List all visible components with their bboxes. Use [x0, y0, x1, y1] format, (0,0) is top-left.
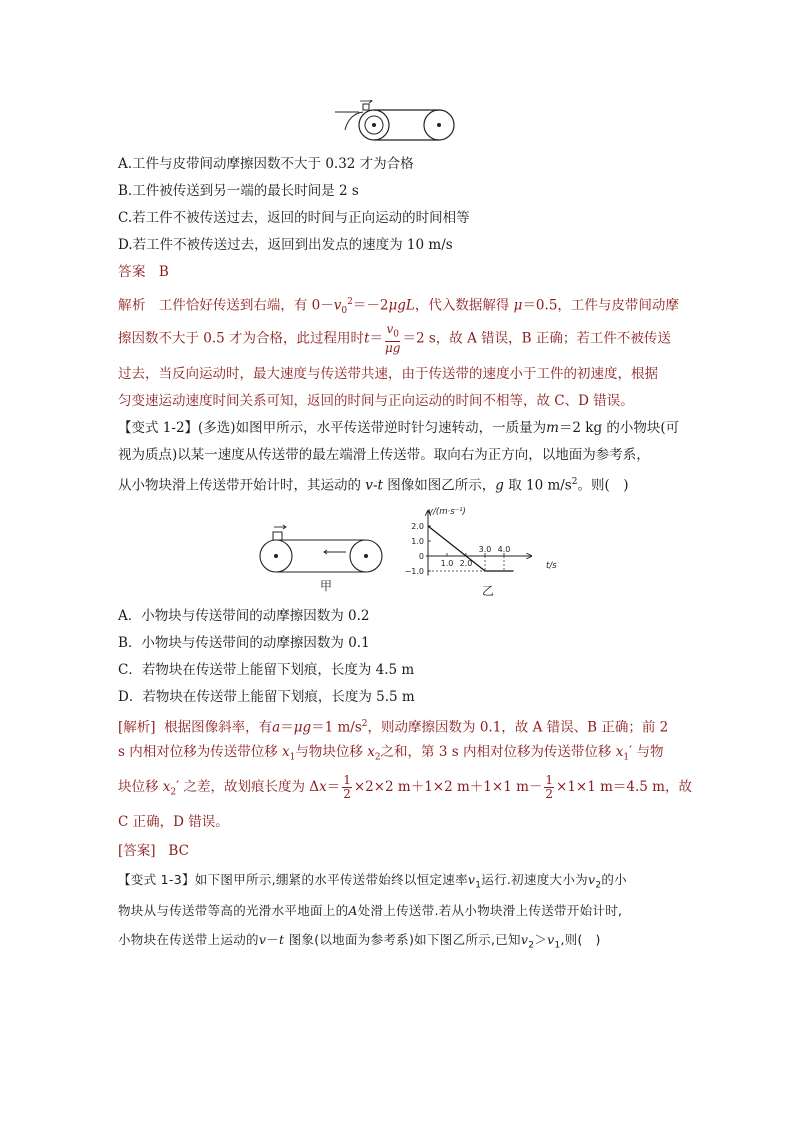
q2-answer: [118, 841, 189, 861]
q2-option-c: C．若物块在传送带上能留下划痕，长度为 4.5 m: [118, 662, 415, 678]
x-tick-label: 4.0: [497, 545, 511, 554]
conveyor-figure-1: [335, 100, 460, 146]
q2-option-b: B．小物块与传送带间的动摩擦因数为 0.1: [118, 635, 370, 651]
fig-right-caption: 乙: [482, 584, 495, 598]
q2-analysis-line-3: 块位移 $x_2'$ 之差，故划痕长度为 Δx＝ $\frac{1}{2}$ ×2×2 m＋1×2 m＋1×1 m－ $\frac{1}{2}$ ×1×1 m＝4.5 m，故: [118, 773, 692, 801]
y-tick-label: 1.0: [411, 537, 424, 546]
q3-stem-line-2: 物块从与传送带等高的光滑水平地面上的A处滑上传送带.若从小物块滑上传送带开始计时,: [118, 903, 623, 918]
y-tick-label: −1.0: [404, 567, 424, 576]
answer-label: 答案: [118, 264, 146, 280]
q1-analysis-line-4: 匀变速运动速度时间关系可知，返回的时间与正向运动的时间不相等，故 C、D 错误。: [118, 393, 634, 409]
q2-stem-line-2: 视为质点)以某一速度从传送带的最左端滑上传送带。取向右为正方向，以地面为参考系，: [118, 447, 650, 463]
q3-stem-line-1: 【变式 1-3】如下图甲所示,绷紧的水平传送带始终以恒定速率$v_1$运行.初速度大小为$v_2$的小: [118, 872, 627, 891]
q2-option-a: A．小物块与传送带间的动摩擦因数为 0.2: [118, 608, 370, 624]
x-axis-label: t/s: [546, 561, 557, 571]
q1-analysis-line-1: 解析 工件恰好传送到右端，有 $0-v_0^2=-2\mu gL$，代入数据解得 μ＝0.5，工件与皮带间动摩: [118, 297, 679, 317]
x-tick-label: 2.0: [459, 559, 473, 568]
y-axis-label: v/(m·s⁻¹): [428, 507, 466, 517]
q1-option-b: B.工件被传送到另一端的最长时间是 2 s: [118, 183, 359, 199]
fig-left-caption: 甲: [320, 579, 333, 592]
fraction-one-half: $\frac{1}{2}$: [343, 773, 351, 801]
conveyor-figure-2: [258, 520, 388, 592]
analysis-label: 解析: [118, 297, 146, 314]
q2-analysis-line-4: C 正确，D 错误。: [118, 814, 229, 830]
q2-stem-line-3: 从小物块滑上传送带开始计时，其运动的 v-t 图像如图乙所示，g 取 10 $m/s^2$。则( ): [118, 477, 629, 494]
vt-chart: [398, 505, 558, 605]
y-tick-label: 0: [418, 552, 424, 561]
q1-option-d: D.若工件不被传送过去，返回到出发点的速度为 10 m/s: [118, 237, 453, 253]
q1-option-c: C.若工件不被传送过去，返回的时间与正向运动的时间相等: [118, 210, 470, 226]
y-tick-label: 2.0: [411, 522, 424, 531]
fraction-one-half: $\frac{1}{2}$: [545, 773, 554, 801]
fraction-v0-over-mug: $\frac{v_0}{\mu g}$: [385, 322, 401, 356]
q1-option-a: A.工件与皮带间动摩擦因数不大于 0.32 才为合格: [118, 156, 414, 172]
answer-value: B: [158, 264, 169, 280]
q1-answer: [118, 262, 169, 282]
analysis-label: [解析]: [118, 719, 156, 736]
x-tick-label: 3.0: [478, 545, 492, 554]
x-tick-label: 1.0: [440, 559, 454, 568]
q1-analysis-line-2: 擦因数不大于 0.5 才为合格，此过程用时t＝ $\frac{v_0}{\mu g}$ ＝2 s，故 A 错误，B 正确；若工件不被传送: [118, 322, 671, 356]
q2-stem-line-1: 【变式 1-2】(多选)如图甲所示，水平传送带逆时针匀速转动，一质量为m＝2 kg 的小物块(可: [118, 420, 680, 436]
q3-stem-line-3: 小物块在传送带上运动的v－t 图象(以地面为参考系)如下图乙所示,已知$v_2>v_1$,则( ): [118, 932, 601, 951]
answer-value: BC: [168, 843, 189, 859]
q1-analysis-line-3: 过去，当反向运动时，最大速度与传送带共速，由于传送带的速度小于工件的初速度，根据: [118, 366, 658, 382]
answer-label: [答案]: [118, 843, 156, 859]
q2-analysis-line-1: [解析] 根据图像斜率，有a＝μg＝1 $m/s^2$，则动摩擦因数为 0.1，故 A 错误、B 正确；前 2: [118, 719, 669, 736]
q2-analysis-line-2: s 内相对位移为传送带位移 $x_1$与物块位移 $x_2$之和，第 3 s 内相对位移为传送带位移 $x_1'$ 与物: [118, 744, 664, 763]
q2-option-d: D．若物块在传送带上能留下划痕，长度为 5.5 m: [118, 689, 415, 705]
